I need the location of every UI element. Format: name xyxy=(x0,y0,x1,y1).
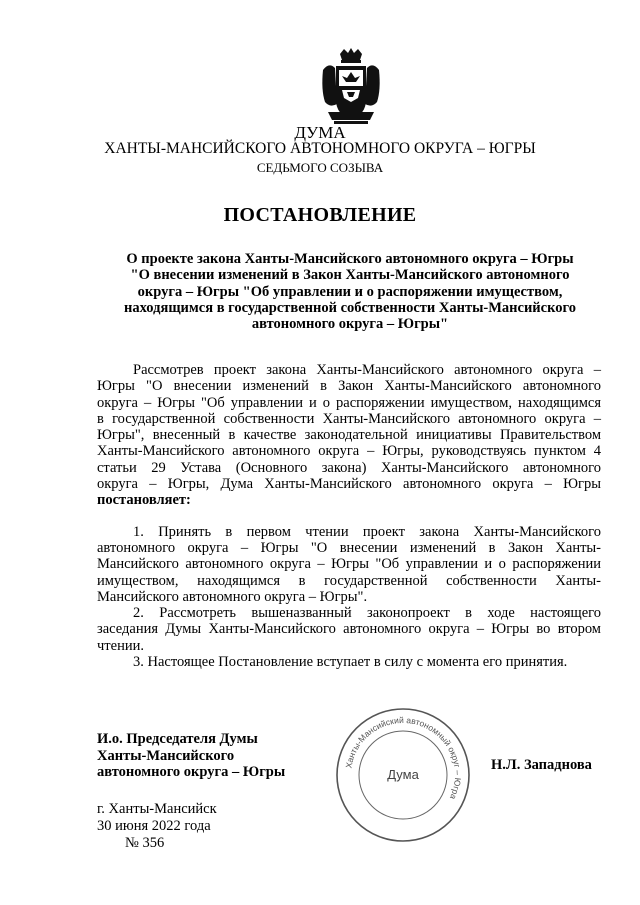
item-1-line: автономного округа – Югры "О внесении изменений в Закон Ханты- xyxy=(97,539,601,556)
subject-line: округа – Югры "Об управлении и о распоряжении имуществом, xyxy=(137,283,563,300)
document-place-date xyxy=(97,801,217,852)
region-name: ХАНТЫ-МАНСИЙСКОГО АВТОНОМНОГО ОКРУГА – ЮГРЫ xyxy=(104,140,536,157)
date: 30 июня 2022 года xyxy=(97,818,211,834)
convocation: СЕДЬМОГО СОЗЫВА xyxy=(256,160,384,175)
item-1-line: 1. Принять в первом чтении проект закона Ханты-Мансийского xyxy=(133,523,601,540)
subject-line: О проекте закона Ханты-Мансийского автономного округа – Югры xyxy=(126,251,574,267)
subject-line: находящимся в государственной собственности Ханты-Мансийского xyxy=(124,299,576,316)
document-type-title: ПОСТАНОВЛЕНИЕ xyxy=(223,204,417,226)
preamble-line: Югры", внесенный в качестве законодательной инициативы Правительством xyxy=(97,427,601,444)
item-1-line: Мансийского автономного округа – Югры "Об управлении и о распоряжении xyxy=(97,556,601,573)
preamble-line: округа – Югры "Об управлении и о распоряжении имуществом, находящимся xyxy=(97,394,601,411)
item-1-line: Мансийского автономного округа – Югры". xyxy=(97,588,368,605)
subject-line: автономного округа – Югры" xyxy=(251,316,449,333)
item-2-line: чтении. xyxy=(97,637,144,654)
position-line: автономного округа – Югры xyxy=(97,764,286,780)
document-body xyxy=(97,362,601,670)
preamble-line: округа – Югры, Дума Ханты-Мансийского автономного округа – Югры xyxy=(97,476,601,493)
official-seal-stamp xyxy=(333,705,473,845)
item-2-line: заседания Думы Ханты-Мансийского автономного округа – Югры во втором xyxy=(97,621,601,638)
stamp-center-text: Дума xyxy=(387,767,419,782)
item-1-line: имуществом, находящимся в государственной собственности Ханты- xyxy=(97,572,601,589)
preamble-line: Югры "О внесении изменений в Закон Ханты-Мансийского автономного xyxy=(97,378,601,395)
document-number: № 356 xyxy=(125,835,165,851)
city: г. Ханты-Мансийск xyxy=(97,801,217,817)
org-name: ДУМА xyxy=(294,123,346,142)
preamble-line: в государственной собственности Ханты-Мансийского автономного округа – xyxy=(97,410,601,427)
position-line: И.о. Председателя Думы xyxy=(97,731,258,747)
signatory-name: Н.Л. Западнова xyxy=(491,757,592,773)
position-line: Ханты-Мансийского xyxy=(97,747,235,764)
stamp-ring-text: Ханты-Мансийский автономный округ – Югра xyxy=(343,714,464,801)
subject-line: "О внесении изменений в Закон Ханты-Мансийского автономного xyxy=(130,267,570,284)
preamble-line: статьи 29 Устава (Основного закона) Ханты-Мансийского автономного xyxy=(97,459,601,476)
document-subject xyxy=(100,251,600,332)
preamble-line: Ханты-Мансийского автономного округа – Югры, руководствуясь пунктом 4 xyxy=(97,443,601,460)
item-2-line: 2. Рассмотреть вышеназванный законопроект в ходе настоящего xyxy=(133,605,601,622)
coat-of-arms-emblem xyxy=(320,48,382,126)
item-3-line: 3. Настоящее Постановление вступает в силу с момента его принятия. xyxy=(133,654,568,671)
signatory-position xyxy=(97,731,285,781)
resolves-word: постановляет: xyxy=(97,492,191,509)
preamble-line: Рассмотрев проект закона Ханты-Мансийского автономного округа – xyxy=(133,362,601,378)
